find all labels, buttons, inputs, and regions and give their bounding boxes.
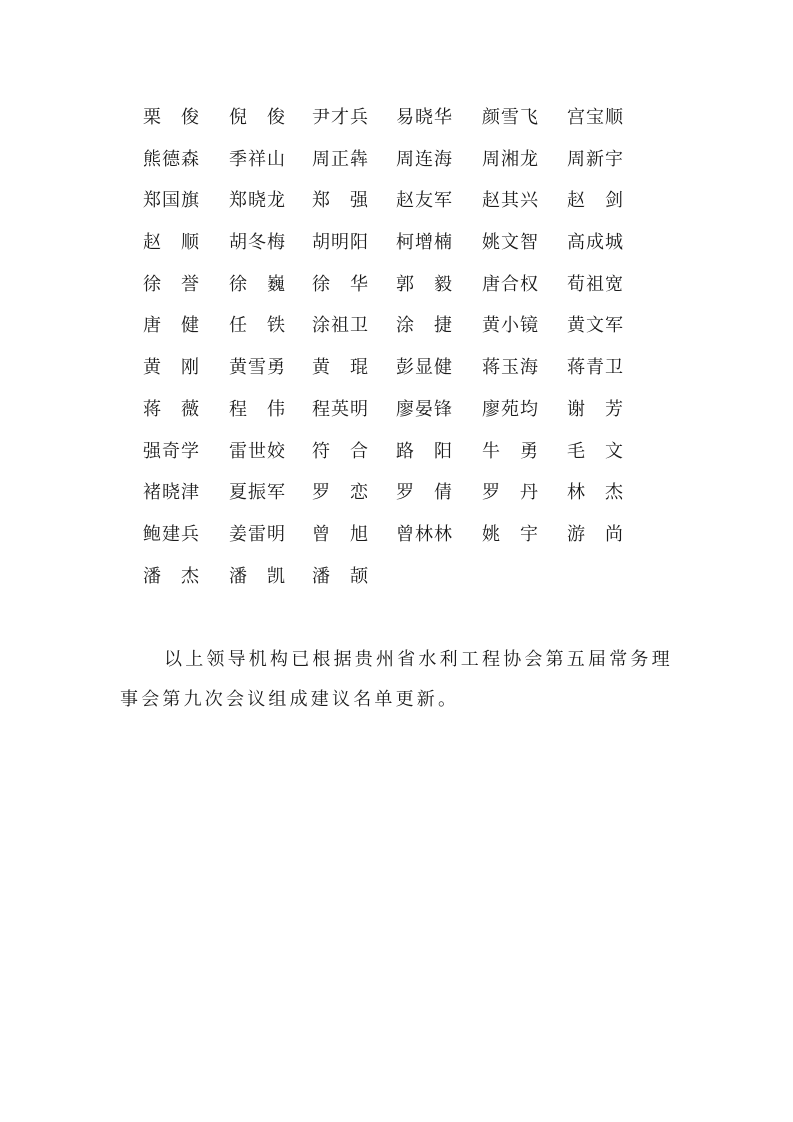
name-row [143, 353, 643, 395]
member-name: 赵 剑 [567, 190, 623, 212]
member-name: 彭 显 健 [396, 357, 452, 379]
member-name: 潘 颉 [312, 565, 368, 587]
member-name: 罗 丹 [482, 482, 538, 504]
member-name: 赵 顺 [143, 232, 199, 254]
name-row [143, 478, 643, 520]
member-name: 周 正 犇 [312, 148, 368, 170]
member-name: 黄 刚 [143, 357, 199, 379]
member-name: 柯 增 楠 [396, 232, 452, 254]
name-row [143, 311, 643, 353]
update-note [120, 640, 680, 720]
member-name: 曾 林 林 [396, 523, 452, 545]
member-name: 鲍 建 兵 [143, 523, 199, 545]
member-name: 郑 晓 龙 [229, 190, 285, 212]
member-name: 任 铁 [229, 315, 285, 337]
member-name: 潘 杰 [143, 565, 199, 587]
name-row [143, 103, 643, 145]
name-row [143, 520, 643, 562]
member-name: 郑 国 旗 [143, 190, 199, 212]
name-row [143, 562, 643, 604]
member-name: 谢 芳 [567, 398, 623, 420]
member-name: 徐 誉 [143, 273, 199, 295]
member-name: 黄 小 镜 [482, 315, 538, 337]
member-name: 罗 恋 [312, 482, 368, 504]
member-name: 季 祥 山 [229, 148, 285, 170]
member-name: 蒋 薇 [143, 398, 199, 420]
member-name: 高 成 城 [567, 232, 623, 254]
member-name: 赵 其 兴 [482, 190, 538, 212]
member-name: 路 阳 [396, 440, 452, 462]
member-name: 周 湘 龙 [482, 148, 538, 170]
member-name: 唐 健 [143, 315, 199, 337]
member-name: 曾 旭 [312, 523, 368, 545]
member-name: 毛 文 [567, 440, 623, 462]
name-row [143, 437, 643, 479]
member-name: 黄 雪 勇 [229, 357, 285, 379]
member-name: 荀 祖 宽 [567, 273, 623, 295]
member-name: 廖 晏 锋 [396, 398, 452, 420]
member-name: 涂 捷 [396, 315, 452, 337]
member-name: 蒋 青 卫 [567, 357, 623, 379]
member-name: 宫 宝 顺 [567, 107, 623, 128]
member-name: 强 奇 学 [143, 440, 199, 462]
member-name: 周 连 海 [396, 148, 452, 170]
member-name: 潘 凯 [229, 565, 285, 587]
member-name: 夏 振 军 [229, 482, 285, 504]
member-name: 赵 友 军 [396, 190, 452, 212]
member-name: 熊 德 森 [143, 148, 199, 170]
member-name: 倪 俊 [229, 107, 285, 128]
member-name: 郑 强 [312, 190, 368, 212]
name-row [143, 270, 643, 312]
member-name: 胡 明 阳 [312, 232, 368, 254]
member-name: 游 尚 [567, 523, 623, 545]
member-name: 唐 合 权 [482, 273, 538, 295]
member-name: 颜 雪 飞 [482, 107, 538, 128]
member-name: 胡 冬 梅 [229, 232, 285, 254]
member-name: 廖 苑 均 [482, 398, 538, 420]
member-name: 程 伟 [229, 398, 285, 420]
member-name: 林 杰 [567, 482, 623, 504]
member-name: 易 晓 华 [396, 107, 452, 128]
update-note-text: 以上领导机构已根据贵州省水利工程协会第五届常务理事会第九次会议组成建议名单更新。 [120, 649, 673, 710]
name-row [143, 395, 643, 437]
member-name: 栗 俊 [143, 107, 199, 128]
member-name: 徐 巍 [229, 273, 285, 295]
member-name: 褚 晓 津 [143, 482, 199, 504]
name-row [143, 145, 643, 187]
member-name: 牛 勇 [482, 440, 538, 462]
member-name: 周 新 宇 [567, 148, 623, 170]
member-name: 姚 宇 [482, 523, 538, 545]
member-name: 黄 文 军 [567, 315, 623, 337]
name-row [143, 186, 643, 228]
member-name: 程 英 明 [312, 398, 368, 420]
member-name: 徐 华 [312, 273, 368, 295]
member-name: 尹 才 兵 [312, 107, 368, 128]
name-row [143, 228, 643, 270]
member-name: 罗 倩 [396, 482, 452, 504]
member-name: 姚 文 智 [482, 232, 538, 254]
member-name: 姜 雷 明 [229, 523, 285, 545]
member-name: 符 合 [312, 440, 368, 462]
member-name: 雷 世 姣 [229, 440, 285, 462]
member-name: 蒋 玉 海 [482, 357, 538, 379]
member-name: 涂 祖 卫 [312, 315, 368, 337]
member-names-grid [143, 103, 643, 603]
member-name: 黄 琨 [312, 357, 368, 379]
member-name: 郭 毅 [396, 273, 452, 295]
